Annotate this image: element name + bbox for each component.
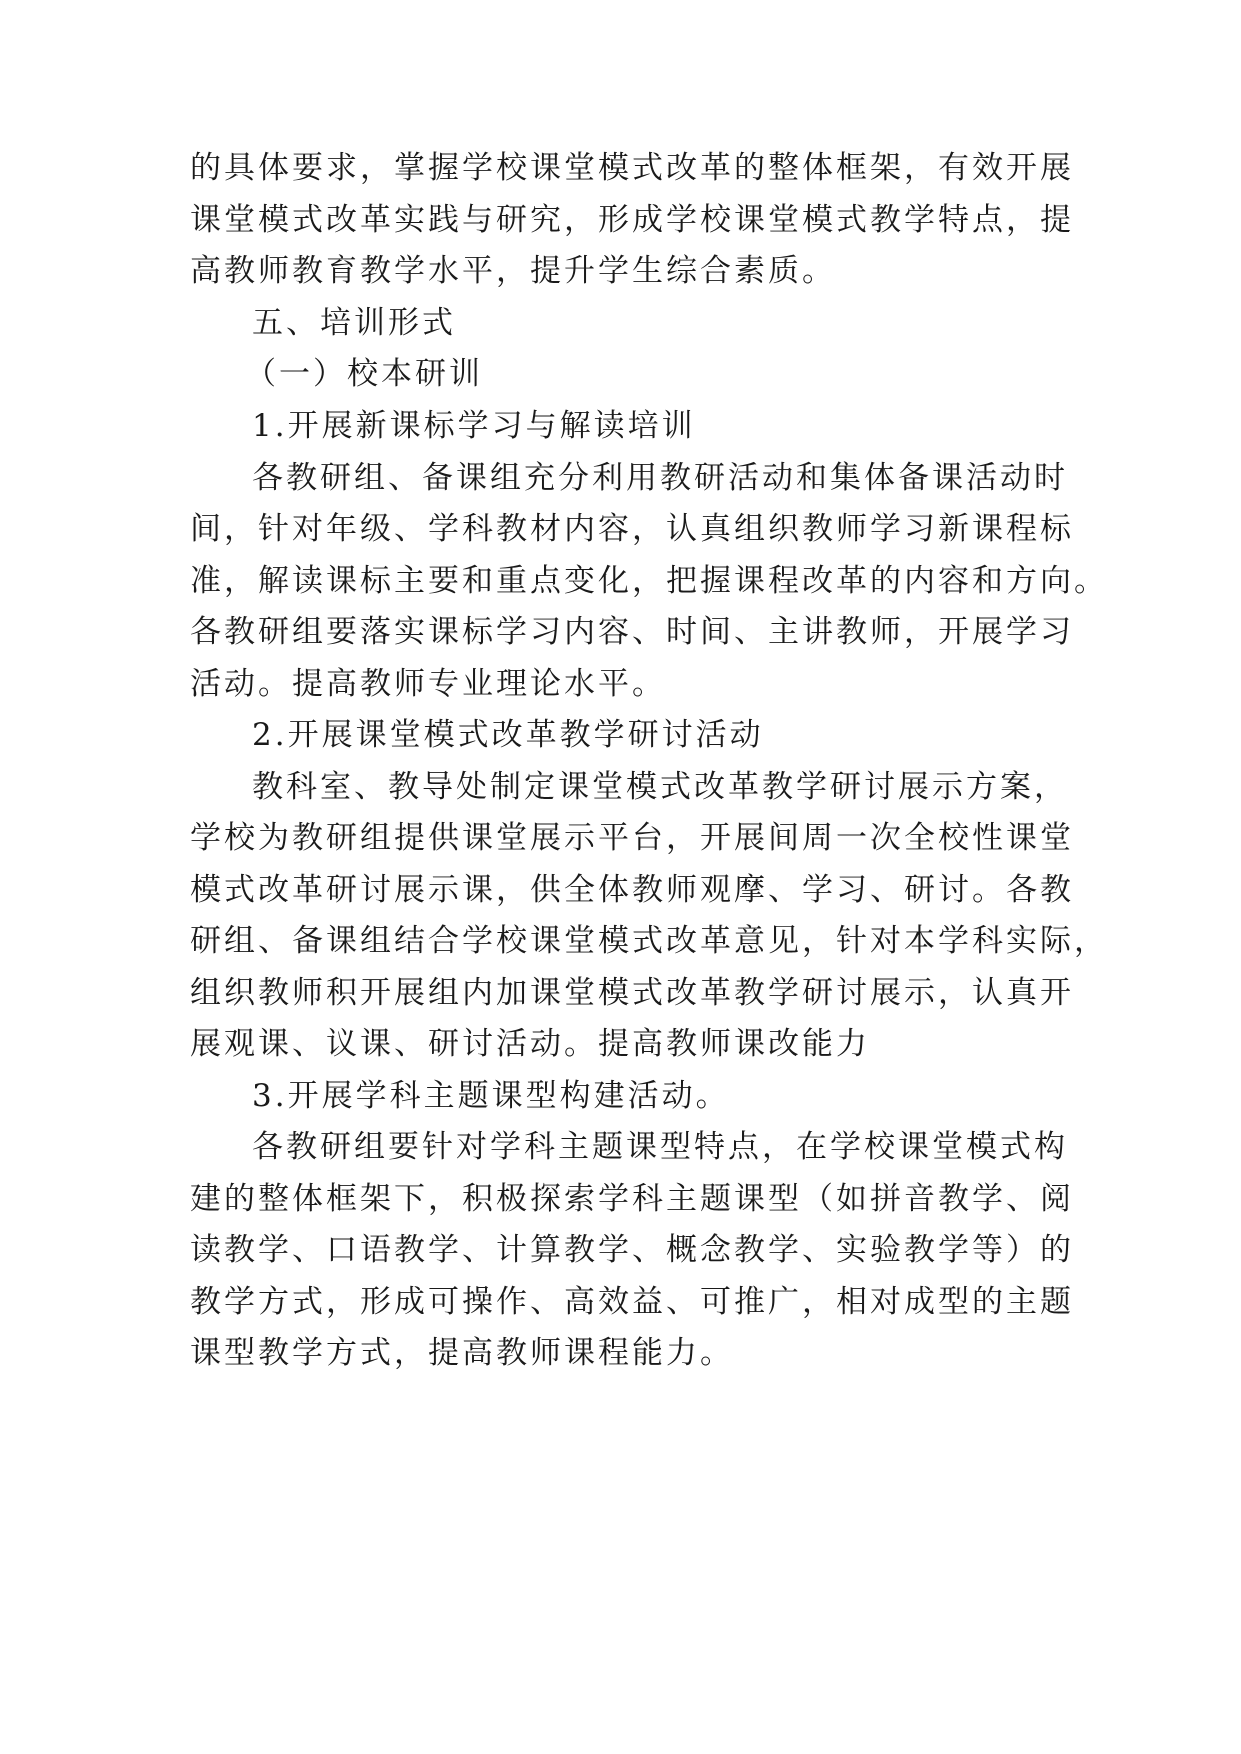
paragraph-line: 研组、备课组结合学校课堂模式改革意见，针对本学科实际， — [190, 923, 1108, 959]
paragraph-line: 各教研组要落实课标学习内容、时间、主讲教师，开展学习 — [190, 614, 1074, 650]
paragraph-line: 教学方式，形成可操作、高效益、可推广，相对成型的主题 — [190, 1284, 1074, 1320]
paragraph-line: 各教研组要针对学科主题课型特点，在学校课堂模式构 — [252, 1129, 1068, 1165]
section-heading: 五、培训形式 — [252, 305, 456, 341]
paragraph-line: 建的整体框架下，积极探索学科主题课型（如拼音教学、阅 — [190, 1181, 1074, 1217]
paragraph-line: 读教学、口语教学、计算教学、概念教学、实验教学等）的 — [190, 1232, 1074, 1268]
paragraph-line: 的具体要求，掌握学校课堂模式改革的整体框架，有效开展 — [190, 150, 1074, 186]
subsection-heading: （一）校本研训 — [245, 356, 483, 392]
item-heading: 1.开展新课标学习与解读培训 — [252, 408, 696, 444]
paragraph-line: 高教师教育教学水平，提升学生综合素质。 — [190, 253, 836, 289]
paragraph-line: 各教研组、备课组充分利用教研活动和集体备课活动时 — [252, 460, 1068, 496]
paragraph-line: 活动。提高教师专业理论水平。 — [190, 666, 666, 702]
paragraph-line: 组织教师积开展组内加课堂模式改革教学研讨展示，认真开 — [190, 975, 1074, 1011]
paragraph-line: 模式改革研讨展示课，供全体教师观摩、学习、研讨。各教 — [190, 872, 1074, 908]
paragraph-line: 间，针对年级、学科教材内容，认真组织教师学习新课程标 — [190, 511, 1074, 547]
item-heading: 2.开展课堂模式改革教学研讨活动 — [252, 717, 764, 753]
paragraph-line: 展观课、议课、研讨活动。提高教师课改能力 — [190, 1026, 870, 1062]
item-heading: 3.开展学科主题课型构建活动。 — [252, 1078, 730, 1114]
paragraph-line: 准，解读课标主要和重点变化，把握课程改革的内容和方向。 — [190, 563, 1108, 599]
paragraph-line: 学校为教研组提供课堂展示平台，开展间周一次全校性课堂 — [190, 820, 1074, 856]
paragraph-line: 课堂模式改革实践与研究，形成学校课堂模式教学特点，提 — [190, 202, 1074, 238]
paragraph-line: 课型教学方式，提高教师课程能力。 — [190, 1335, 734, 1371]
paragraph-line: 教科室、教导处制定课堂模式改革教学研讨展示方案， — [252, 769, 1068, 805]
